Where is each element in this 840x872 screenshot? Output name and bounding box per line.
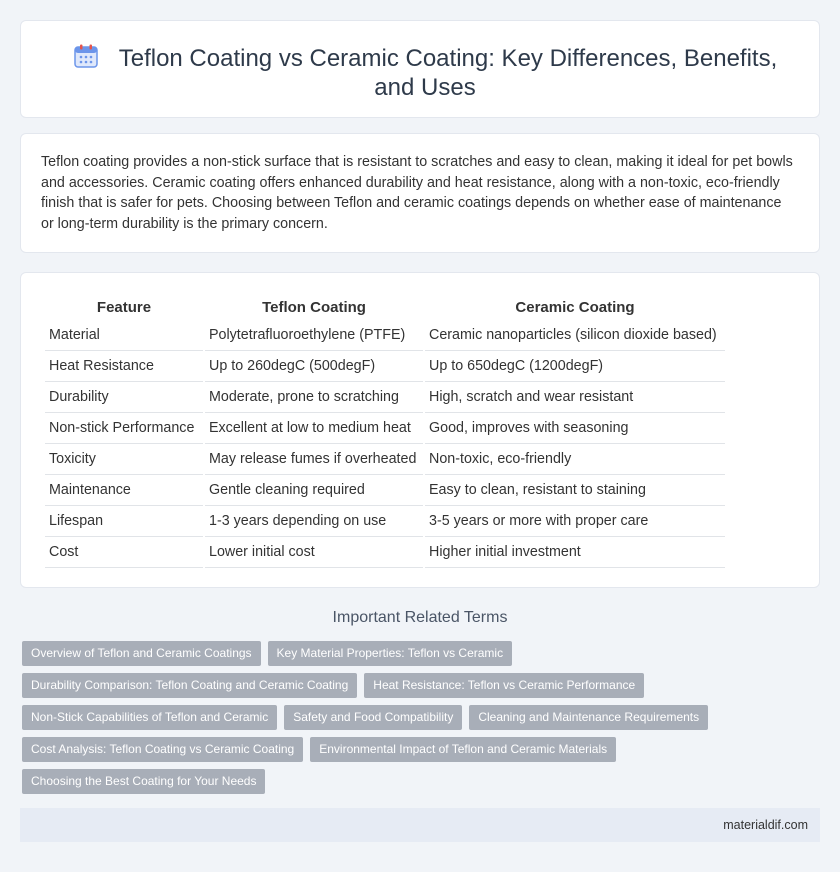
table-cell-feature: Durability bbox=[45, 382, 203, 413]
comparison-table bbox=[43, 295, 727, 568]
related-term-link[interactable]: Cleaning and Maintenance Requirements bbox=[469, 705, 708, 730]
table-row bbox=[45, 382, 725, 413]
table-cell-teflon: 1-3 years depending on use bbox=[205, 506, 423, 537]
intro-card bbox=[20, 133, 820, 253]
table-cell-ceramic: Good, improves with seasoning bbox=[425, 413, 725, 444]
table-cell-teflon: Lower initial cost bbox=[205, 537, 423, 568]
table-row bbox=[45, 506, 725, 537]
table-cell-ceramic: 3-5 years or more with proper care bbox=[425, 506, 725, 537]
page-title bbox=[51, 43, 799, 102]
table-cell-feature: Maintenance bbox=[45, 475, 203, 506]
header-teflon: Teflon Coating bbox=[262, 299, 366, 316]
table-cell-ceramic: High, scratch and wear resistant bbox=[425, 382, 725, 413]
comparison-table-card bbox=[20, 272, 820, 588]
page-title-text: Teflon Coating vs Ceramic Coating: Key Differences, Benefits, and Uses bbox=[118, 45, 778, 101]
table-cell-teflon: Polytetrafluoroethylene (PTFE) bbox=[205, 320, 423, 351]
related-term-link[interactable]: Durability Comparison: Teflon Coating and Ceramic Coating bbox=[22, 673, 357, 698]
table-cell-ceramic: Up to 650degC (1200degF) bbox=[425, 351, 725, 382]
header-ceramic: Ceramic Coating bbox=[515, 299, 635, 316]
related-terms-list bbox=[22, 641, 802, 801]
footer bbox=[20, 808, 820, 842]
related-term-link[interactable]: Heat Resistance: Teflon vs Ceramic Performance bbox=[364, 673, 644, 698]
calendar-icon bbox=[73, 43, 99, 69]
table-cell-teflon: Moderate, prone to scratching bbox=[205, 382, 423, 413]
related-term-link[interactable]: Key Material Properties: Teflon vs Ceramic bbox=[268, 641, 513, 666]
related-term-link[interactable]: Safety and Food Compatibility bbox=[284, 705, 462, 730]
table-cell-teflon: Gentle cleaning required bbox=[205, 475, 423, 506]
related-term-link[interactable]: Cost Analysis: Teflon Coating vs Ceramic Coating bbox=[22, 737, 303, 762]
table-row bbox=[45, 320, 725, 351]
table-cell-ceramic: Easy to clean, resistant to staining bbox=[425, 475, 725, 506]
related-term-link[interactable]: Choosing the Best Coating for Your Needs bbox=[22, 769, 265, 794]
title-card bbox=[20, 20, 820, 118]
table-row bbox=[45, 413, 725, 444]
table-cell-feature: Toxicity bbox=[45, 444, 203, 475]
table-cell-ceramic: Ceramic nanoparticles (silicon dioxide based) bbox=[425, 320, 725, 351]
table-cell-teflon: Up to 260degC (500degF) bbox=[205, 351, 423, 382]
table-header-row bbox=[45, 295, 725, 320]
table-cell-ceramic: Non-toxic, eco-friendly bbox=[425, 444, 725, 475]
footer-site-link[interactable]: materialdif.com bbox=[723, 818, 808, 832]
table-cell-teflon: May release fumes if overheated bbox=[205, 444, 423, 475]
related-term-link[interactable]: Overview of Teflon and Ceramic Coatings bbox=[22, 641, 261, 666]
table-cell-ceramic: Higher initial investment bbox=[425, 537, 725, 568]
related-term-link[interactable]: Environmental Impact of Teflon and Ceramic Materials bbox=[310, 737, 616, 762]
table-cell-feature: Non-stick Performance bbox=[45, 413, 203, 444]
table-cell-feature: Heat Resistance bbox=[45, 351, 203, 382]
table-cell-feature: Lifespan bbox=[45, 506, 203, 537]
related-term-link[interactable]: Non-Stick Capabilities of Teflon and Ceramic bbox=[22, 705, 277, 730]
table-cell-feature: Material bbox=[45, 320, 203, 351]
intro-paragraph: Teflon coating provides a non-stick surface that is resistant to scratches and easy to clean, making it ideal for pet bowls and accessories. Ceramic coating offers enhanced durability and heat resistance, along with a non-toxic, eco-friendly finish that is safer for pets. Choosing between Teflon and ceramic coatings depends on whether ease of maintenance or long-term durability is the primary concern. bbox=[41, 154, 793, 232]
table-row bbox=[45, 351, 725, 382]
table-cell-teflon: Excellent at low to medium heat bbox=[205, 413, 423, 444]
header-feature: Feature bbox=[96, 299, 152, 316]
related-terms-title: Important Related Terms bbox=[332, 609, 508, 626]
table-row bbox=[45, 444, 725, 475]
table-row bbox=[45, 475, 725, 506]
table-cell-feature: Cost bbox=[45, 537, 203, 568]
table-row bbox=[45, 537, 725, 568]
